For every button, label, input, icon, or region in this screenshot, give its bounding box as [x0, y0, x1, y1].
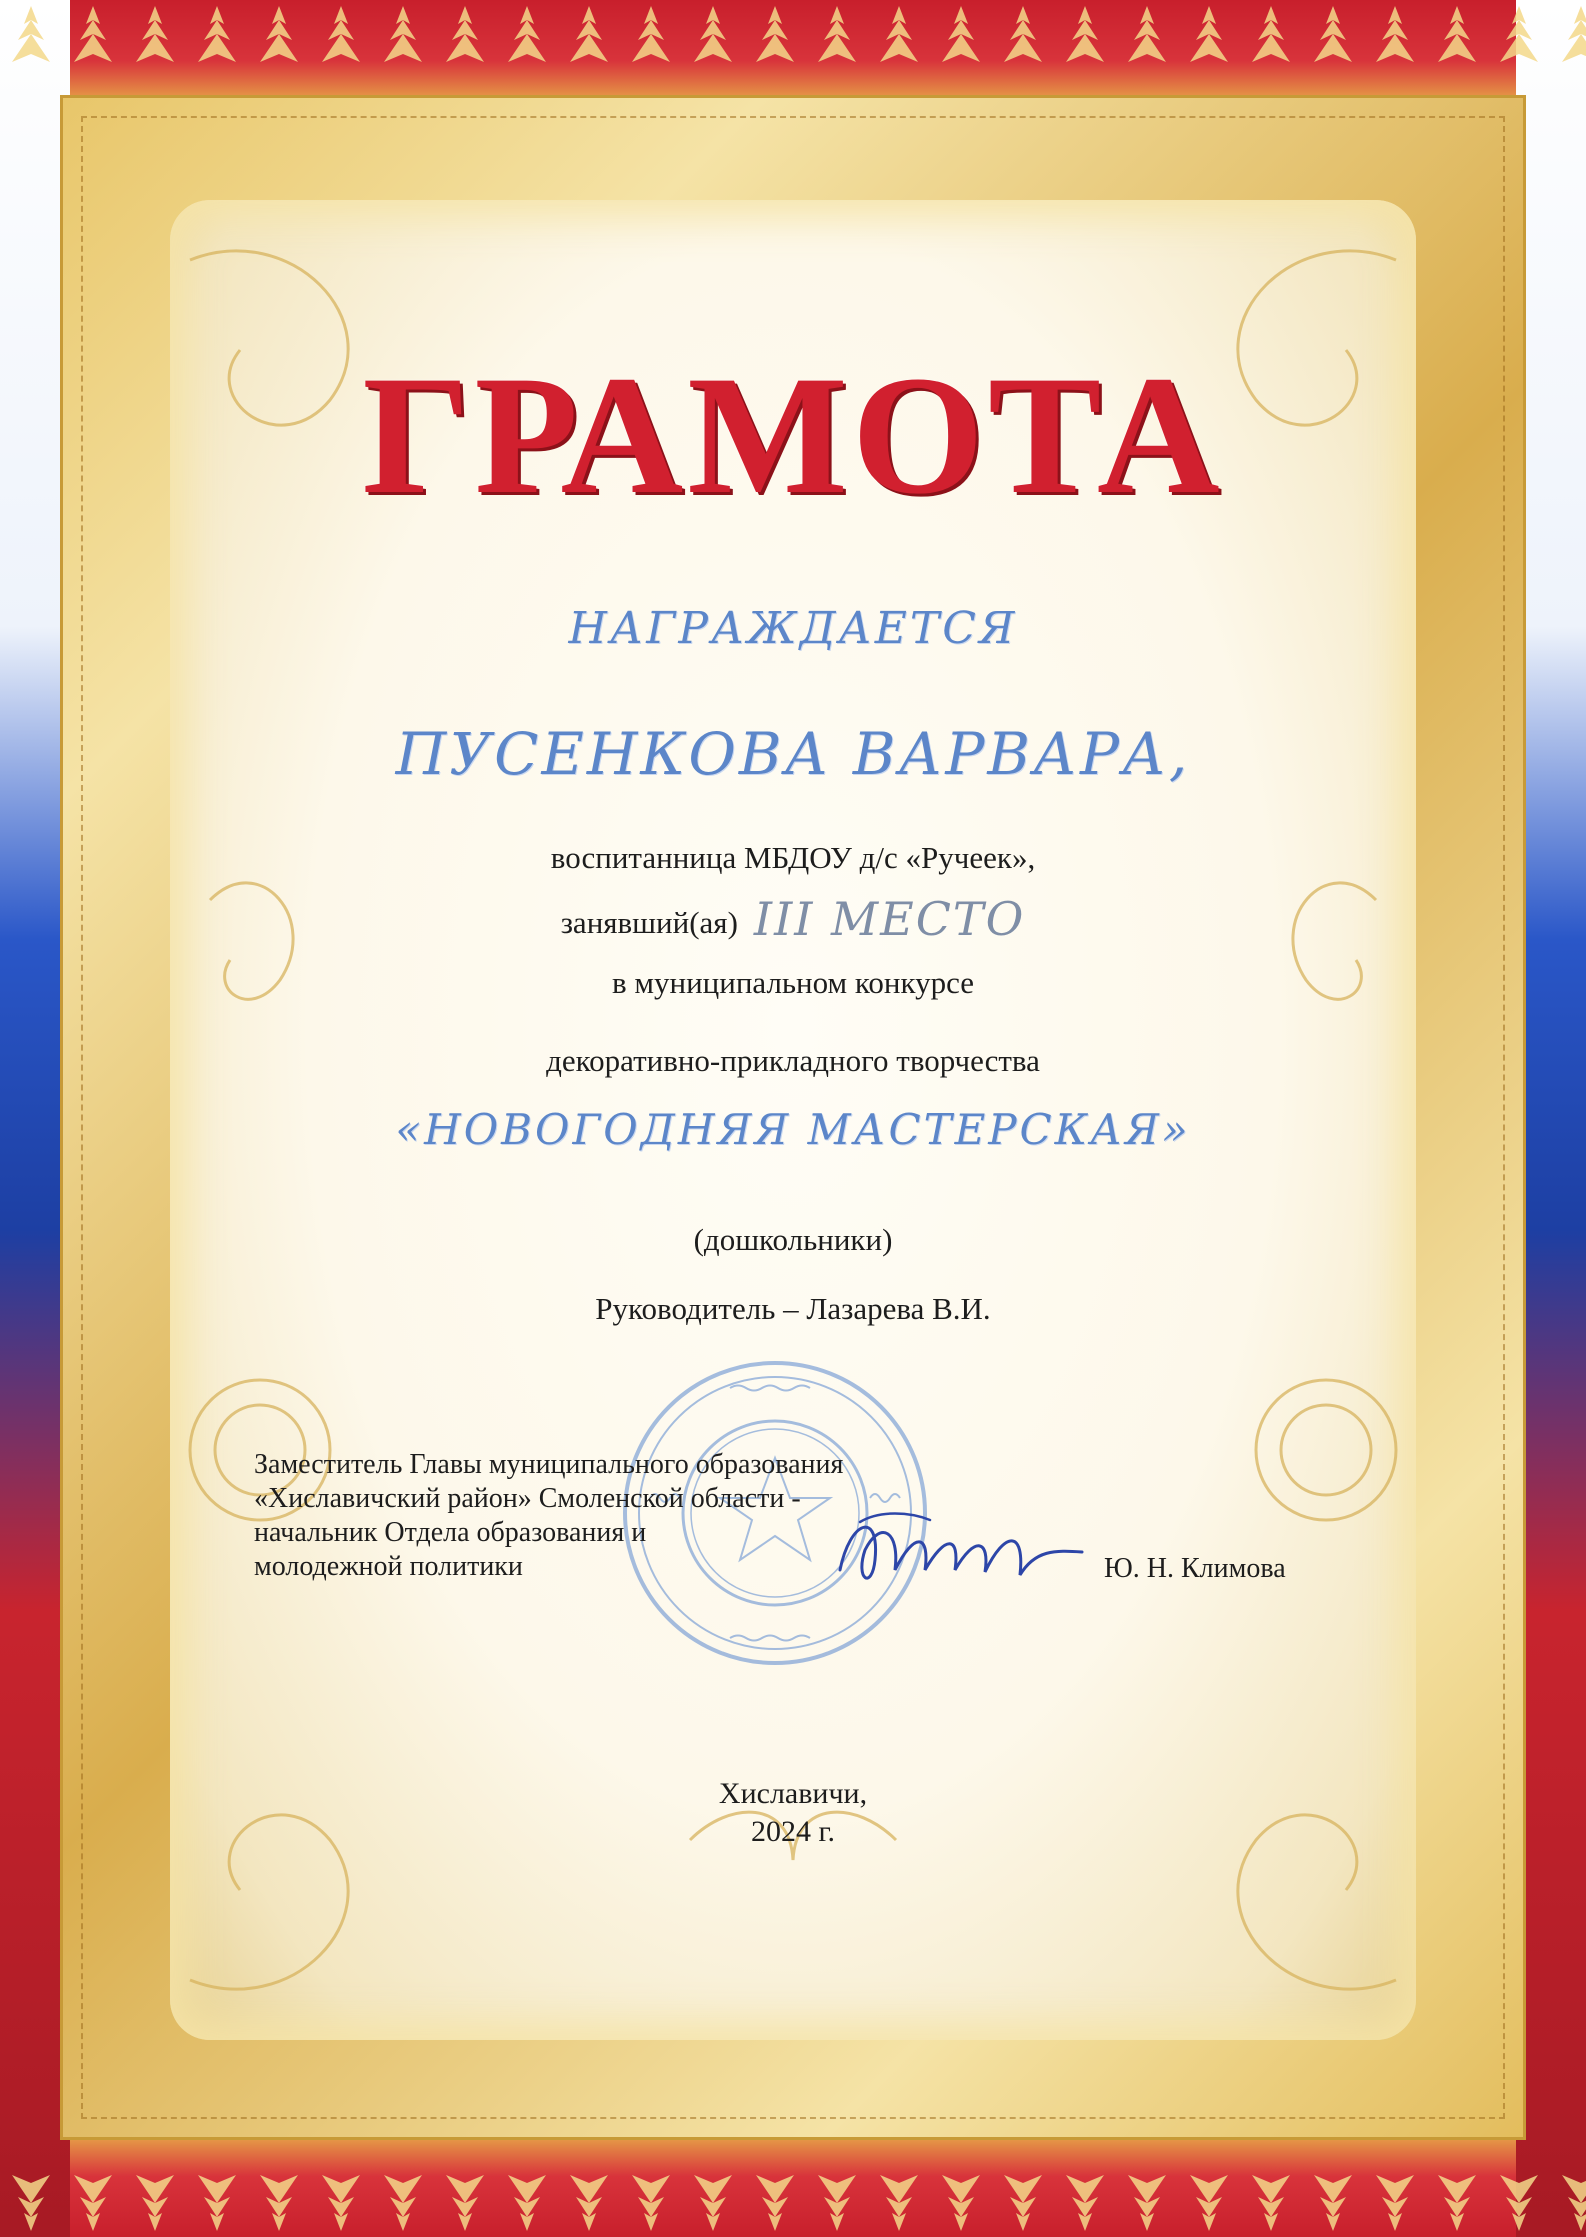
year: 2024 г. — [751, 1815, 835, 1848]
signatory-position-line: молодежной политики — [254, 1551, 523, 1582]
awarded-heading: НАГРАЖДАЕТСЯ — [568, 603, 1018, 654]
recipient-name: ПУСЕНКОВА ВАРВАРА, — [395, 720, 1191, 788]
signatory-position-line: «Хиславичский район» Смоленской области - — [254, 1483, 801, 1514]
contest-line: в муниципальном конкурсе — [611, 965, 975, 1000]
bottom-ornament-border — [0, 2167, 1586, 2237]
pupil-line: воспитанница МБДОУ д/с «Ручеек», — [550, 840, 1036, 875]
signatory-position — [254, 1448, 974, 1584]
signer-name: Ю. Н. Климова — [1104, 1553, 1286, 1584]
signatory-position-line: начальник Отдела образования и — [254, 1517, 647, 1548]
city: Хиславичи, — [718, 1777, 868, 1810]
contest-name: «НОВОГОДНЯЯ МАСТЕРСКАЯ» — [395, 1105, 1191, 1154]
leader-line: Руководитель – Лазарева В.И. — [595, 1291, 991, 1326]
top-ornament-border — [0, 0, 1586, 70]
place-value: III МЕСТО — [753, 892, 1026, 946]
category-line: (дошкольники) — [693, 1222, 893, 1257]
place-and-year — [0, 1775, 1586, 1851]
place-line — [0, 892, 1586, 946]
place-label: занявший(ая) — [560, 905, 738, 940]
creativity-line: декоративно-прикладного творчества — [546, 1043, 1040, 1078]
signatory-position-line: Заместитель Главы муниципального образования — [254, 1449, 844, 1480]
certificate-title: ГРАМОТА — [362, 341, 1224, 529]
